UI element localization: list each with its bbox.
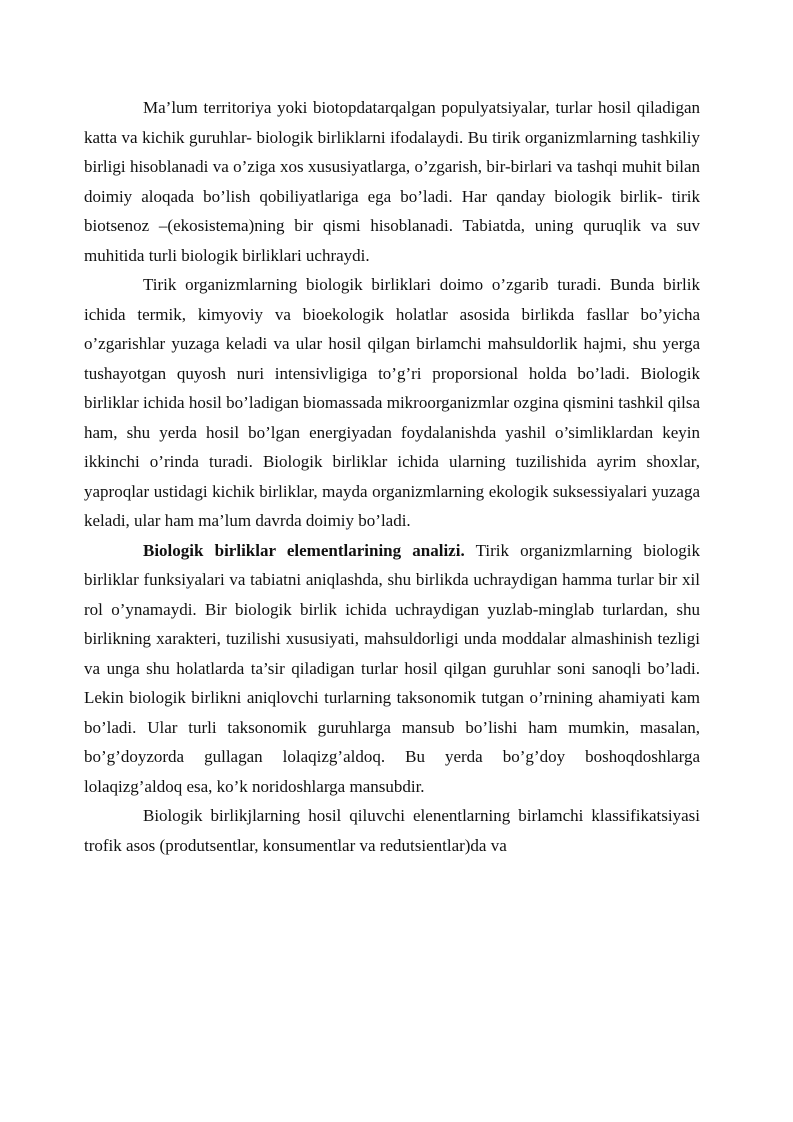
paragraph-1 bbox=[84, 93, 700, 270]
paragraph-3-lead: Biologik birliklar elementlarining analizi. bbox=[143, 540, 465, 560]
paragraph-4-text: Biologik birlikjlarning hosil qiluvchi elenentlarning birlamchi klassifikatsiyasi trofik asos (produtsentlar, konsumentlar va redutsientlar)da va bbox=[84, 806, 700, 855]
paragraph-2-text: Tirik organizmlarning biologik birliklari doimo o’zgarib turadi. Bunda birlik ichida termik, kimyoviy va bioekologik holatlar asosida birlikda fasllar bo’yicha o’zgarishlar yuzaga keladi va ular hosil qilgan birlamchi mahsuldorlik hajmi, shu yerga tushayotgan quyosh nuri intensivligiga to’g’ri proporsional holda bo’ladi. Biologik birliklar ichida hosil bo’ladigan biomassada mikroorganizmlar ozgina qismini tashkil qilsa ham, shu yerda hosil bo’lgan energiyadan foydalanishda yashil o’simliklardan keyin ikkinchi o’rinda turadi. Biologik birliklar ichida ularning tuzilishida ayrim shoxlar, yaproqlar ustidagi kichik birliklar, mayda organizmlarning ekologik suksessiyalari yuzaga keladi, ular ham ma’lum davrda doimiy bo’ladi. bbox=[84, 275, 700, 530]
paragraph-2 bbox=[84, 270, 700, 536]
document-page bbox=[84, 93, 700, 860]
paragraph-3-text: Tirik organizmlarning biologik birliklar funksiyalari va tabiatni aniqlashda, shu birlikda uchraydigan hamma turlar bir xil rol o’ynamaydi. Bir biologik birlik ichida uchraydigan yuzlab-minglab turlardan, shu birlikning xarakteri, tuzilishi xususiyati, mahsuldorligi unda moddalar almashinish tezligi va unga shu holatlarda ta’sir qiladigan turlar hosil qilgan guruhlar soni sanoqli bo’ladi. Lekin biologik birlikni aniqlovchi turlarning taksonomik tutgan o’rnining ahamiyati kam bo’ladi. Ular turli taksonomik guruhlarga mansub bo’lishi ham mumkin, masalan, bo’g’doyzorda gullagan lolaqizg’aldoq. Bu yerda bo’g’doy boshoqdoshlarga lolaqizg’aldoq esa, ko’k noridoshlarga mansubdir. bbox=[84, 540, 700, 796]
paragraph-3 bbox=[84, 536, 700, 802]
paragraph-4 bbox=[84, 801, 700, 860]
paragraph-1-text: Ma’lum territoriya yoki biotopdatarqalgan populyatsiyalar, turlar hosil qiladigan katta va kichik guruhlar- biologik birliklarni ifodalaydi. Bu tirik organizmlarning tashkiliy birligi hisoblanadi va o’ziga xos xususiyatlarga, o’zgarish, bir-birlari va tashqi muhit bilan doimiy aloqada bo’lish qobiliyatlariga ega bo’ladi. Har qanday biologik birlik- tirik biotsenoz –(ekosistema)ning bir qismi hisoblanadi. Tabiatda, uning quruqlik va suv muhitida turli biologik birliklari uchraydi. bbox=[84, 98, 700, 265]
